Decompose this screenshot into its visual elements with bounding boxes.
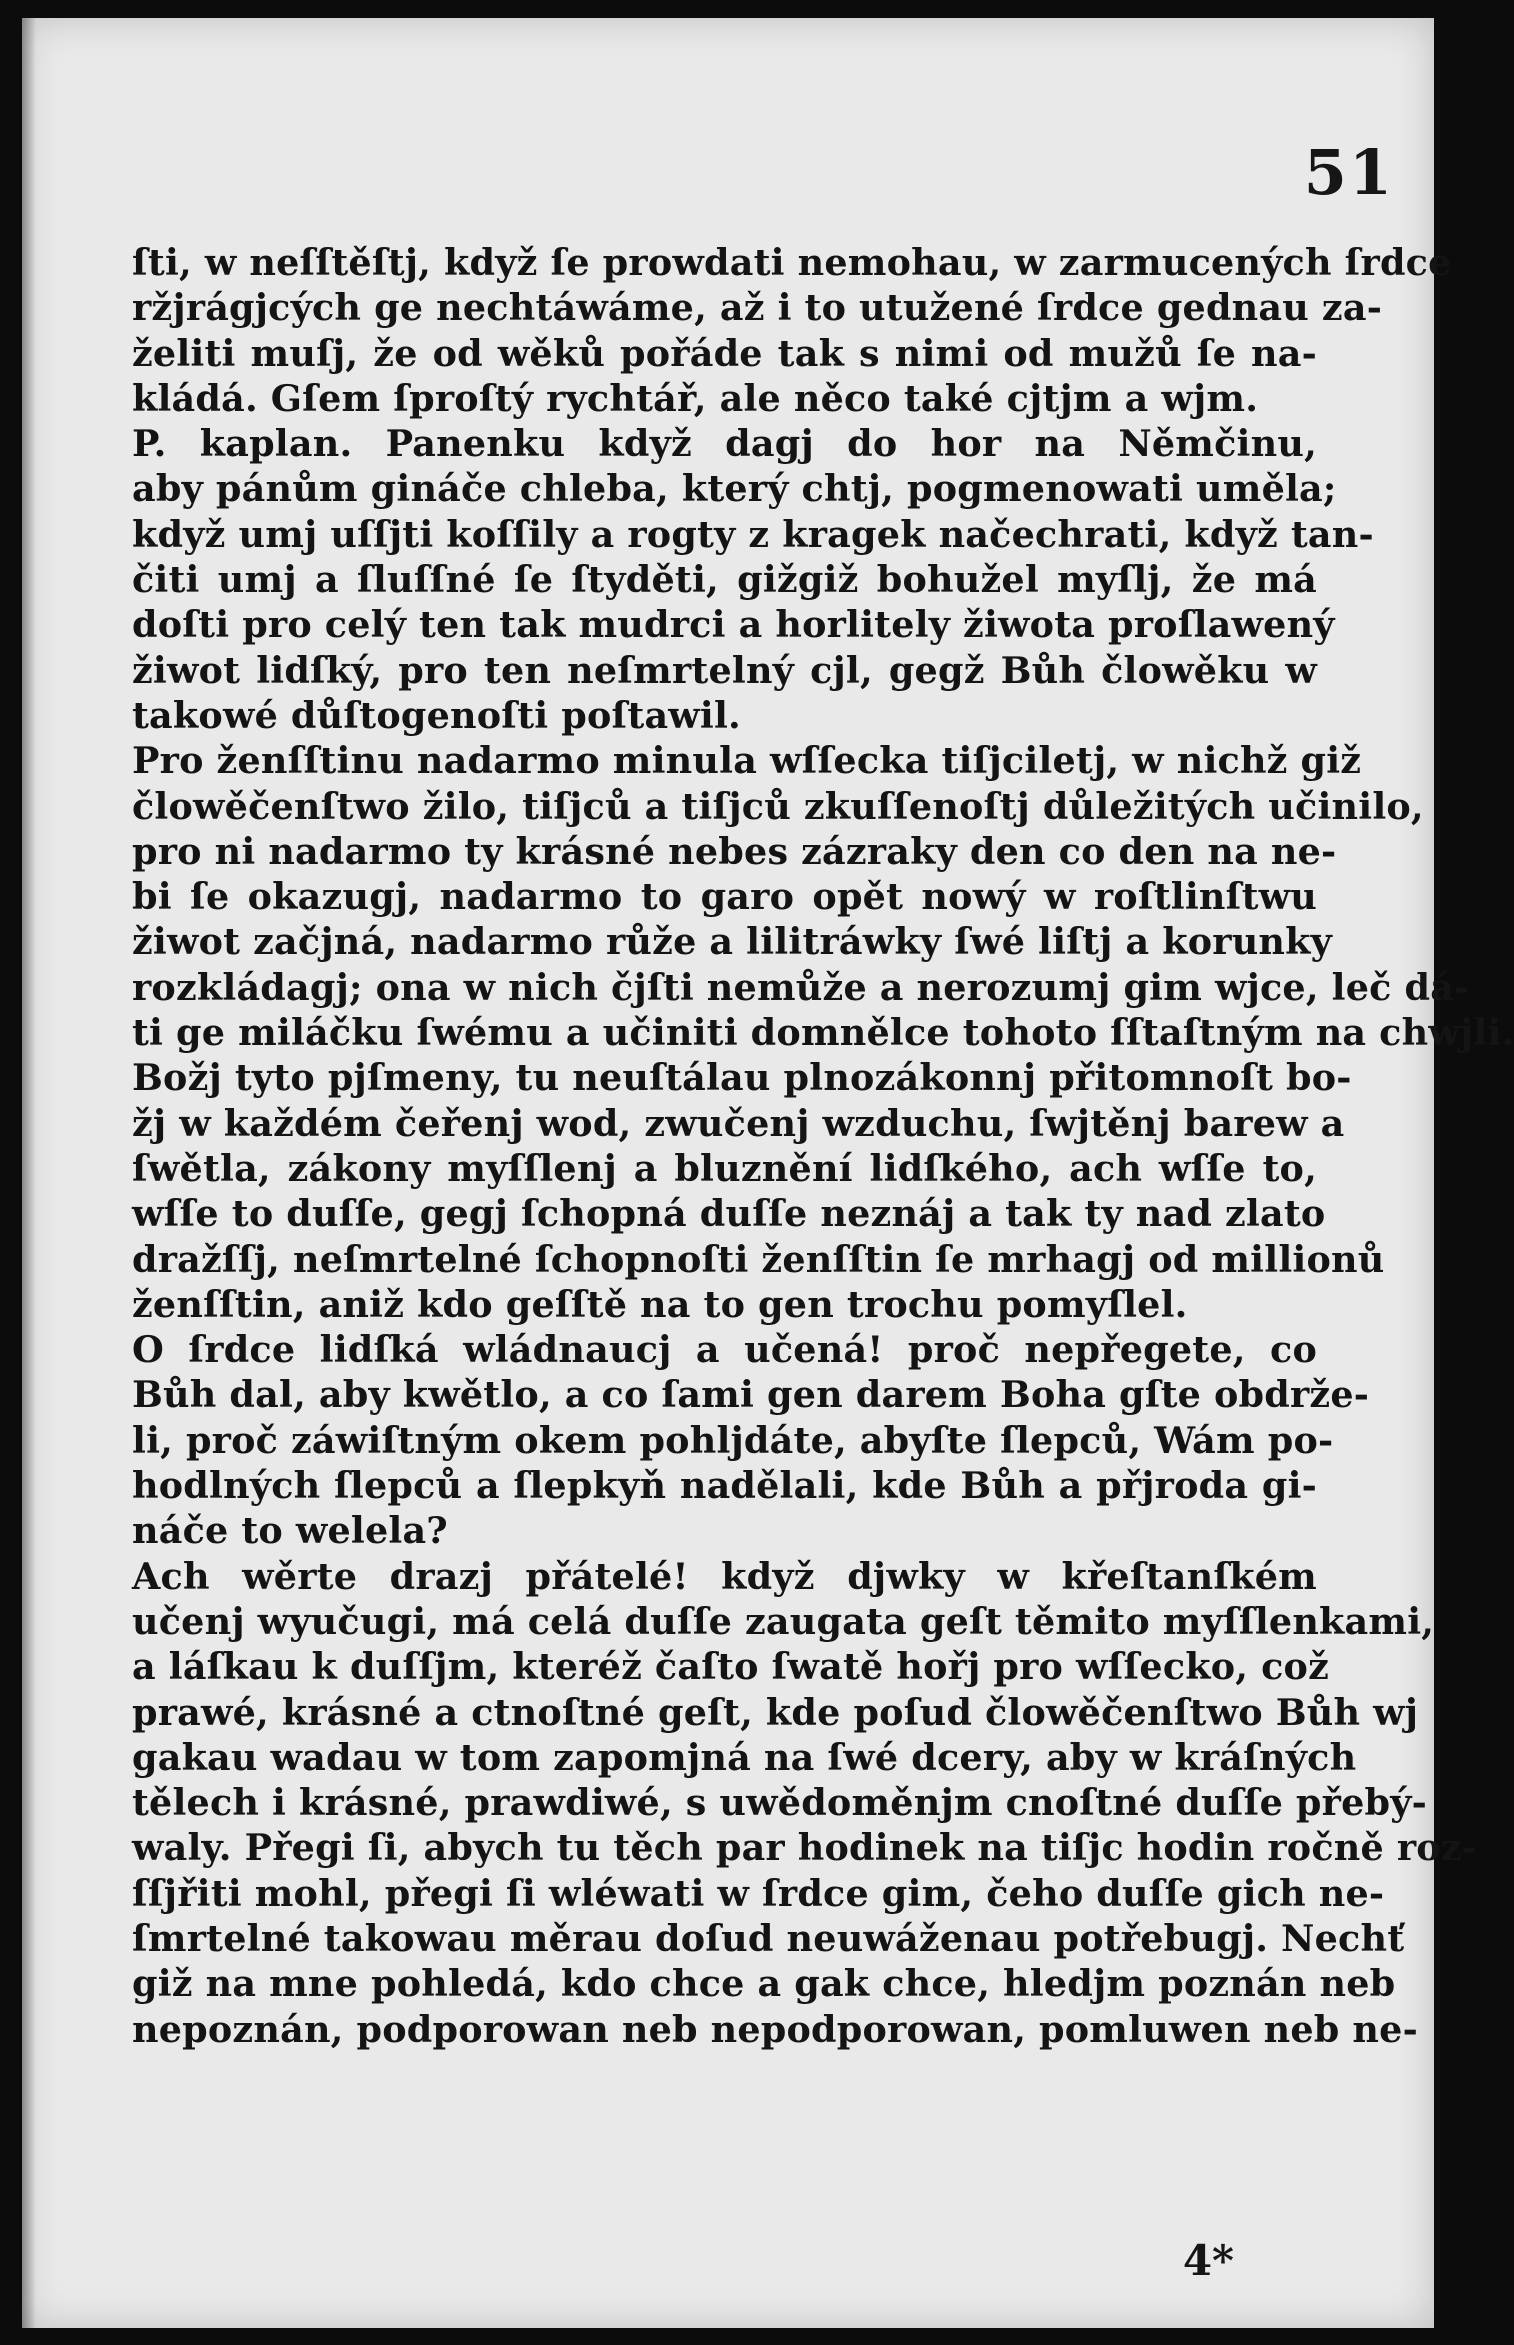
text-line: žj w každém čeřenj wod, zwučenj wzduchu, ſwjtěnj barew a (132, 1101, 1345, 1145)
text-line: waly. Přegi ſi, abych tu těch par hodinek na tiſjc hodin ročně roz- (132, 1826, 1478, 1870)
text-line: želiti muſj, že od wěků pořáde tak s nimi od mužů ſe na- (132, 331, 1317, 375)
text-line: ſmrtelné takowau měrau doſud neuwáženau potřebugj. Nechť (132, 1916, 1405, 1960)
text-line: dražſſj, neſmrtelné ſchopnoſti ženſſtin ſe mrhagj od millionů (132, 1237, 1385, 1281)
text-line: aby pánům gináče chleba, který chtj, pogmenowati uměla; (132, 467, 1337, 511)
text-line: nepoznán, podporowan neb nepodporowan, pomluwen neb ne- (132, 2007, 1418, 2051)
text-line: giž na mne pohledá, kdo chce a gak chce, hledjm poznán neb (132, 1962, 1396, 2006)
text-line: a láſkau k duſſjm, kteréž čaſto ſwatě hořj pro wſſecko, což (132, 1645, 1330, 1689)
text-line: wſſe to duſſe, gegj ſchopná duſſe neznáj a tak ty nad zlato (132, 1192, 1326, 1236)
text-line: žiwot lidſký, pro ten neſmrtelný cjl, gegž Bůh člowěku w (132, 648, 1317, 692)
text-line: takowé důſtogenoſti poſtawil. (132, 693, 741, 737)
text-line: učenj wyučugi, má celá duſſe zaugata geſt těmito myſſlenkami, (132, 1599, 1435, 1643)
text-line: hodlných ſlepců a ſlepkyň nadělali, kde Bůh a přjroda gi- (132, 1464, 1317, 1508)
text-line: ti ge miláčku ſwému a učiniti domnělce tohoto ſſtaſtným na chwjli. (132, 1011, 1514, 1055)
text-line: ſti, w neſſtěſtj, když ſe prowdati nemohau, w zarmucených ſrdce (132, 241, 1452, 284)
text-line: gakau wadau w tom zapomjná na ſwé dcery, aby w kráſných (132, 1735, 1357, 1779)
text-line: O ſrdce lidſká wládnaucj a učená! proč nepřegete, co (132, 1328, 1317, 1372)
text-line: pro ni nadarmo ty krásné nebes zázraky den co den na ne- (132, 829, 1337, 873)
text-line: Božj tyto pjſmeny, tu neuſtálau plnozákonnj přitomnoſt bo- (132, 1056, 1352, 1100)
text-line: ſwětla, zákony myſſlenj a bluznění lidſkého, ach wſſe to, (132, 1146, 1317, 1190)
text-line: P. kaplan. Panenku když dagj do hor na Němčinu, (132, 422, 1317, 466)
text-line: kládá. Gſem ſproſtý rychtář, ale něco také cjtjm a wjm. (132, 376, 1259, 420)
text-line: člowěčenſtwo žilo, tiſjců a tiſjců zkuſſenoſtj důležitých učinilo, (132, 784, 1424, 828)
text-line: li, proč záwiſtným okem pohljdáte, abyſte ſlepců, Wám po- (132, 1418, 1334, 1462)
text-line: prawé, krásné a ctnoſtné geſt, kde poſud člowěčenſtwo Bůh wj (132, 1690, 1419, 1734)
text-line: bi ſe okazugj, nadarmo to garo opět nowý w roſtlinſtwu (132, 875, 1317, 919)
text-line: doſti pro celý ten tak mudrci a horlitely žiwota proſlawený (132, 603, 1335, 647)
text-line: ržjrágjcých ge nechtáwáme, až i to utužené ſrdce gednau za- (132, 286, 1383, 330)
text-line: ſſjřiti mohl, přegi ſi wléwati w ſrdce gim, čeho duſſe gich ne- (132, 1871, 1385, 1915)
text-line: tělech i krásné, prawdiwé, s uwědoměnjm cnoſtné duſſe přebý- (132, 1781, 1427, 1825)
text-line: rozkládagj; ona w nich čjſti nemůže a nerozumj gim wjce, leč dá- (132, 965, 1470, 1009)
page-edge-shadow (22, 18, 36, 2328)
text-line: čiti umj a ſluſſné ſe ſtyděti, gižgiž bohužel myſlj, že má (132, 558, 1317, 602)
page-number: 51 (1303, 136, 1394, 209)
text-line: Bůh dal, aby kwětlo, a co ſami gen darem Boha gſte obdrže- (132, 1373, 1370, 1417)
text-line: náče to welela? (132, 1509, 448, 1553)
text-line: ženſſtin, aniž kdo geſſtě na to gen trochu pomyſlel. (132, 1282, 1188, 1326)
signature-mark: 4* (1182, 2236, 1234, 2285)
text-line: Pro ženſſtinu nadarmo minula wſſecka tiſjciletj, w nichž giž (132, 739, 1362, 783)
text-line: žiwot začjná, nadarmo růže a lilitráwky ſwé liſtj a korunky (132, 920, 1333, 964)
book-page (22, 18, 1514, 2328)
page-text (132, 240, 1514, 2052)
text-line: když umj uſſjti koſſily a rogty z kragek načechrati, když tan- (132, 512, 1374, 556)
text-line: Ach wěrte drazj přátelé! když djwky w křeſtanſkém (132, 1554, 1317, 1598)
